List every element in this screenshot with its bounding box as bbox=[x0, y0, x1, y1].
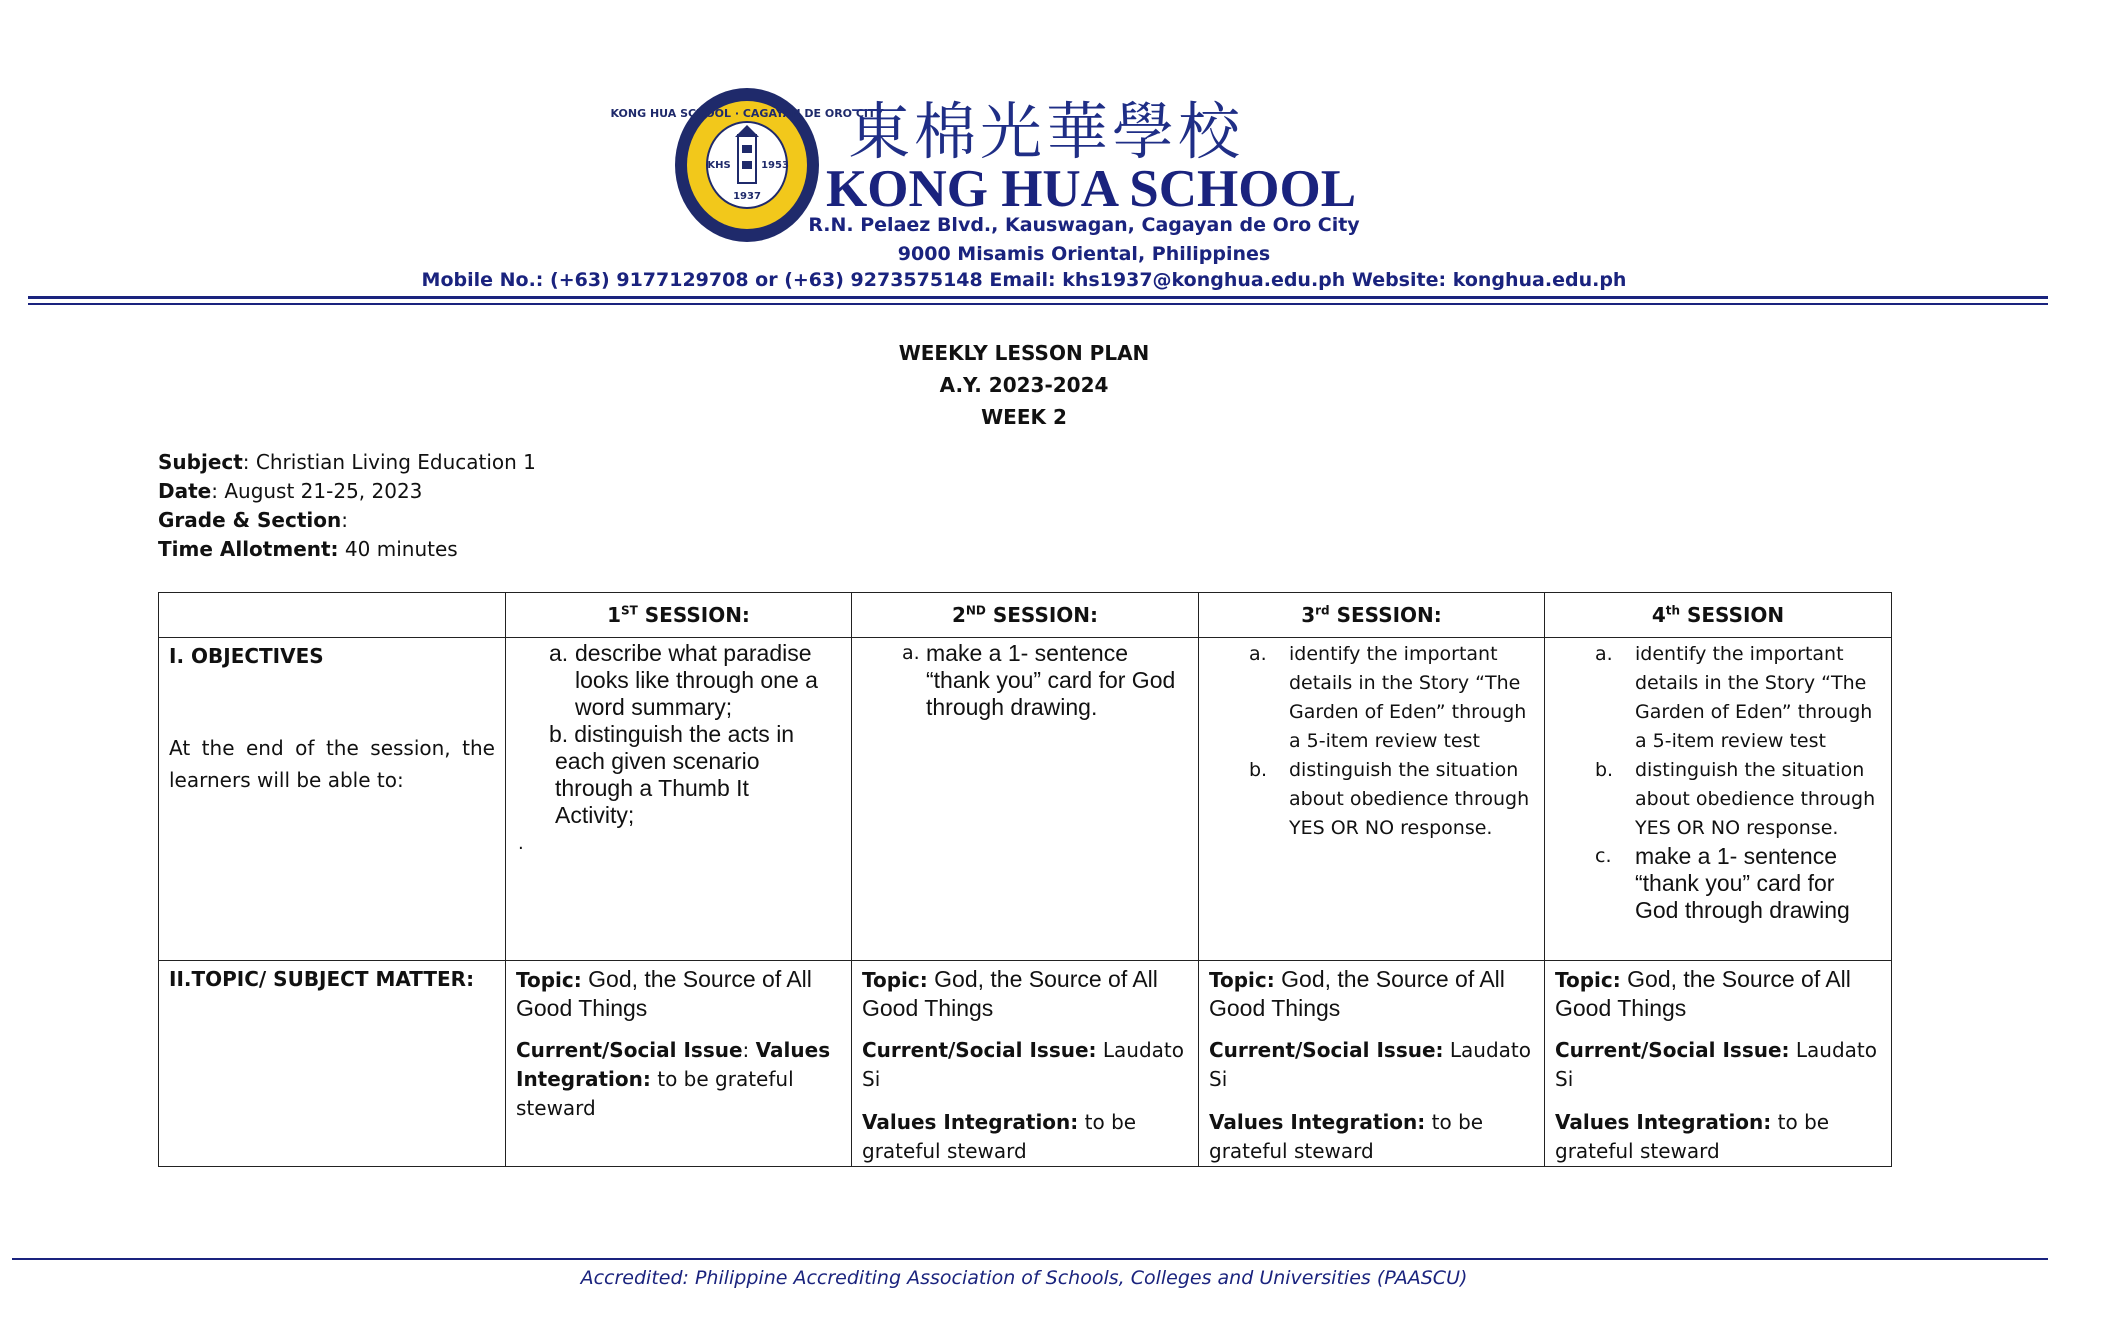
objective-item bbox=[1595, 640, 1881, 756]
subject-label: Subject bbox=[158, 450, 243, 474]
topic-line bbox=[1555, 965, 1881, 1022]
doc-title: WEEKLY LESSON PLAN bbox=[898, 341, 1150, 365]
topic-line bbox=[516, 965, 841, 1022]
time-label: Time Allotment: bbox=[158, 537, 339, 561]
topic-label: Topic: bbox=[516, 968, 582, 992]
grade-value: : bbox=[341, 508, 348, 532]
objectives-session-4 bbox=[1545, 638, 1892, 961]
objectives-session-3 bbox=[1199, 638, 1545, 961]
grade-label: Grade & Section bbox=[158, 508, 342, 532]
topic-value: God, the Source of All Good Things bbox=[862, 966, 1158, 1021]
objective-item bbox=[1595, 756, 1881, 843]
accreditation-footer: Accredited: Philippine Accrediting Association of Schools, Colleges and Universities (PAASCU) bbox=[580, 1267, 1468, 1289]
session-2-num: 2 bbox=[951, 603, 966, 627]
date-value: : August 21-25, 2023 bbox=[211, 479, 423, 503]
topic-session-1 bbox=[506, 961, 852, 1167]
values-line bbox=[1209, 1108, 1534, 1166]
header-divider bbox=[28, 296, 2048, 299]
values-line bbox=[862, 1108, 1188, 1166]
objective-marker: a. bbox=[549, 640, 569, 666]
topic-heading: II.TOPIC/ SUBJECT MATTER: bbox=[169, 967, 475, 991]
session-2-label: SESSION: bbox=[985, 603, 1099, 627]
seal-right-text: 1953 bbox=[761, 160, 789, 171]
session-3-header bbox=[1199, 593, 1545, 638]
session-3-num: 3 bbox=[1301, 603, 1316, 627]
objective-item bbox=[1595, 843, 1881, 924]
objective-text: identify the important details in the Story “The Garden of Eden” through a 5-item review test bbox=[1635, 643, 1873, 752]
values-label: Values Integration: bbox=[516, 1038, 831, 1091]
session-2-sup: ND bbox=[965, 603, 986, 618]
objectives-heading-cell bbox=[159, 638, 506, 961]
topic-line bbox=[862, 965, 1188, 1022]
topic-label: Topic: bbox=[1555, 968, 1621, 992]
issue-value: Laudato Si bbox=[862, 1038, 1184, 1091]
school-name: KONG HUA SCHOOL bbox=[826, 160, 1357, 218]
issue-line bbox=[1555, 1036, 1881, 1094]
subject-value: : Christian Living Education 1 bbox=[242, 450, 536, 474]
meta-time bbox=[158, 537, 458, 561]
issue-line bbox=[1209, 1036, 1534, 1094]
values-value: to be grateful steward bbox=[1209, 1110, 1484, 1163]
trailing-period: . bbox=[518, 833, 524, 854]
session-4-header bbox=[1545, 593, 1892, 638]
objective-text: make a 1- sentence “thank you” card for God through drawing bbox=[1635, 843, 1850, 923]
values-line bbox=[1555, 1108, 1881, 1166]
session-1-header bbox=[506, 593, 852, 638]
contact-line: Mobile No.: (+63) 9177129708 or (+63) 9273575148 Email: khs1937@konghua.edu.ph Website: konghua.edu.ph bbox=[421, 269, 1627, 291]
objective-item bbox=[1249, 640, 1534, 756]
topic-line bbox=[1209, 965, 1534, 1022]
issue-label: Current/Social Issue: bbox=[862, 1038, 1097, 1062]
objective-marker: a. bbox=[902, 642, 920, 664]
issue-line bbox=[862, 1036, 1188, 1094]
objective-text: make a 1- sentence “thank you” card for God through drawing. bbox=[926, 640, 1176, 720]
topic-session-4 bbox=[1545, 961, 1892, 1167]
values-label: Values Integration: bbox=[862, 1110, 1079, 1134]
topic-session-2 bbox=[852, 961, 1199, 1167]
issue-label: Current/Social Issue: bbox=[1555, 1038, 1790, 1062]
school-chinese-name: 東棉光華學校 bbox=[848, 95, 1245, 168]
objective-marker: b. bbox=[1249, 759, 1268, 781]
objectives-intro: At the end of the session, the learners will be able to: bbox=[169, 736, 495, 792]
session-1-label: SESSION: bbox=[637, 603, 750, 627]
header-divider-thin bbox=[28, 303, 2048, 305]
objective-marker: a. bbox=[1595, 643, 1613, 665]
topic-session-3 bbox=[1199, 961, 1545, 1167]
address-line-2: 9000 Misamis Oriental, Philippines bbox=[897, 243, 1271, 265]
footer-divider bbox=[12, 1258, 2048, 1260]
meta-subject bbox=[158, 450, 536, 474]
objectives-session-2 bbox=[852, 638, 1199, 961]
values-value: to be grateful steward bbox=[516, 1067, 794, 1120]
time-value: 40 minutes bbox=[338, 537, 458, 561]
values-label: Values Integration: bbox=[1555, 1110, 1772, 1134]
objectives-row bbox=[159, 638, 1892, 961]
objective-marker: b. bbox=[1595, 759, 1614, 781]
objective-text: identify the important details in the Story “The Garden of Eden” through a 5-item review test bbox=[1289, 643, 1527, 752]
seal-left-text: KHS bbox=[707, 160, 731, 171]
issue-value: Laudato Si bbox=[1555, 1038, 1877, 1091]
lesson-plan-table bbox=[158, 592, 1892, 1167]
objective-text: distinguish the acts in each given scenario through a Thumb It Activity; bbox=[555, 721, 795, 828]
objective-text: distinguish the situation about obedience through YES OR NO response. bbox=[1635, 759, 1876, 839]
seal-top-text: KONG HUA SCHOOL · CAGAYAN DE ORO CITY bbox=[610, 107, 884, 120]
topic-heading-cell bbox=[159, 961, 506, 1167]
objectives-heading: I. OBJECTIVES bbox=[169, 644, 324, 668]
address-line-1: R.N. Pelaez Blvd., Kauswagan, Cagayan de Oro City bbox=[808, 214, 1360, 236]
topic-value: God, the Source of All Good Things bbox=[516, 966, 812, 1021]
meta-date bbox=[158, 479, 422, 503]
session-1-sup: ST bbox=[620, 603, 638, 618]
topic-value: God, the Source of All Good Things bbox=[1209, 966, 1505, 1021]
issue-values-line bbox=[516, 1036, 841, 1123]
topic-label: Topic: bbox=[1209, 968, 1275, 992]
meta-grade bbox=[158, 508, 348, 532]
session-4-label: SESSION bbox=[1680, 603, 1785, 627]
session-3-sup: rd bbox=[1315, 603, 1330, 618]
objective-marker: a. bbox=[1249, 643, 1267, 665]
session-2-header bbox=[852, 593, 1199, 638]
objective-text: distinguish the situation about obedience through YES OR NO response. bbox=[1289, 759, 1530, 839]
week-label: WEEK 2 bbox=[981, 405, 1067, 429]
objective-item bbox=[902, 640, 1188, 721]
table-header-row bbox=[159, 593, 1892, 638]
session-4-num: 4 bbox=[1651, 603, 1666, 627]
values-value: to be grateful steward bbox=[1555, 1110, 1830, 1163]
session-3-label: SESSION: bbox=[1329, 603, 1442, 627]
objective-marker: c. bbox=[1595, 845, 1612, 867]
values-value: to be grateful steward bbox=[862, 1110, 1137, 1163]
issue-label: Current/Social Issue bbox=[516, 1038, 743, 1062]
topic-row bbox=[159, 961, 1892, 1167]
objectives-session-1 bbox=[506, 638, 852, 961]
session-4-sup: th bbox=[1665, 603, 1681, 618]
issue-value: Laudato Si bbox=[1209, 1038, 1531, 1091]
topic-label: Topic: bbox=[862, 968, 928, 992]
session-1-num: 1 bbox=[607, 603, 621, 627]
objective-item bbox=[549, 640, 841, 721]
date-label: Date bbox=[158, 479, 212, 503]
objective-marker: b. bbox=[549, 721, 569, 747]
objective-text: describe what paradise looks like through one a word summary; bbox=[575, 640, 818, 720]
topic-value: God, the Source of All Good Things bbox=[1555, 966, 1851, 1021]
objective-item bbox=[1249, 756, 1534, 843]
values-label: Values Integration: bbox=[1209, 1110, 1426, 1134]
academic-year: A.Y. 2023-2024 bbox=[939, 373, 1109, 397]
header-blank-cell bbox=[159, 593, 506, 638]
issue-colon: : bbox=[742, 1038, 756, 1062]
objective-item bbox=[549, 721, 841, 829]
seal-bottom-text: 1937 bbox=[733, 191, 761, 202]
issue-label: Current/Social Issue: bbox=[1209, 1038, 1444, 1062]
